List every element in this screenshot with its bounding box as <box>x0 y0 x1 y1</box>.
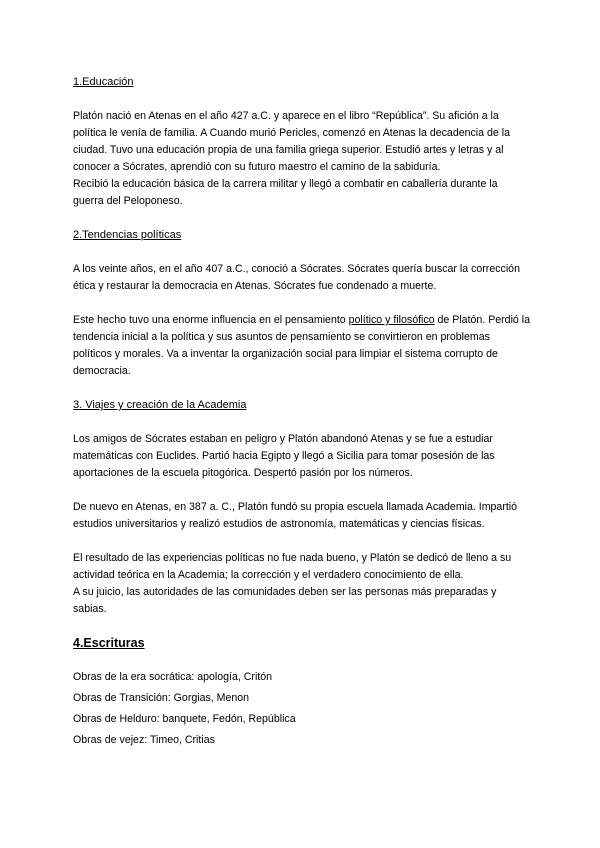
paragraph-tendencias-1: A los veinte años, en el año 407 a.C., conoció a Sócrates. Sócrates quería buscar la corrección ética y restaurar la democracia en Atenas. Sócrates fue condenado a muerte. <box>73 263 520 292</box>
paragraph-viajes-3: El resultado de las experiencias políticas no fue nada bueno, y Platón se dedicó de lleno a su actividad teórica en la Academia; la corrección y el verdadero conocimiento de ella. <box>73 552 512 581</box>
heading-escrituras: 4.Escrituras <box>73 636 145 650</box>
paragraph-tendencias-2-after: de Platón. Perdió la tendencia inicial a la política y sus asuntos de pensamiento se convirtieron en problemas políticos y morales. Va a inventar la organización social para limpiar el sistema corrupto de democracia. <box>73 314 530 377</box>
paragraph-educacion-2: Recibió la educación básica de la carrera militar y llegó a combatir en caballería durante la guerra del Peloponeso. <box>73 178 498 207</box>
list-item: Obras de vejez: Timeo, Critias <box>73 734 215 746</box>
paragraph-viajes-2: De nuevo en Atenas, en 387 a. C., Platón fundó su propia escuela llamada Academia. Impartió estudios universitarios y realizó estudios de astronomía, matemáticas y ciencias físicas. <box>73 501 518 530</box>
list-item: Obras de Helduro: banquete, Fedón, República <box>73 713 296 725</box>
paragraph-educacion-1: Platón nació en Atenas en el año 427 a.C. y aparece en el libro “República”. Su afición a la política le venía de familia. A Cuando murió Pericles, comenzó en Atenas la decadencia de la ciudad. Tuvo una educación propia de una familia griega superior. Estudió artes y letras y al conocer a Sócrates, aprendió con su futuro maestro el camino de la sabiduría. <box>73 110 510 173</box>
heading-educacion: 1.Educación <box>73 76 134 88</box>
paragraph-tendencias-2-before: Este hecho tuvo una enorme influencia en el pensamiento <box>73 314 349 326</box>
paragraph-viajes-4: A su juicio, las autoridades de las comunidades deben ser las personas más preparadas y sabias. <box>73 586 497 615</box>
paragraph-viajes-1: Los amigos de Sócrates estaban en peligro y Platón abandonó Atenas y se fue a estudiar matemáticas con Euclides. Partió hacia Egipto y llegó a Sicilia para tomar posesión de las aportaciones de la escuela pitogórica. Despertó pasión por los números. <box>73 433 495 479</box>
list-item: Obras de la era socrática: apología, Critón <box>73 671 273 683</box>
politico-filosofico-link[interactable]: político y filosófico <box>348 314 435 326</box>
paragraph-tendencias-2 <box>73 312 530 380</box>
heading-tendencias-politicas: 2.Tendencias políticas <box>73 229 182 241</box>
heading-viajes-academia: 3. Viajes y creación de la Academia <box>73 399 247 411</box>
list-item: Obras de Transición: Gorgias, Menon <box>73 692 250 704</box>
works-list <box>73 669 530 749</box>
